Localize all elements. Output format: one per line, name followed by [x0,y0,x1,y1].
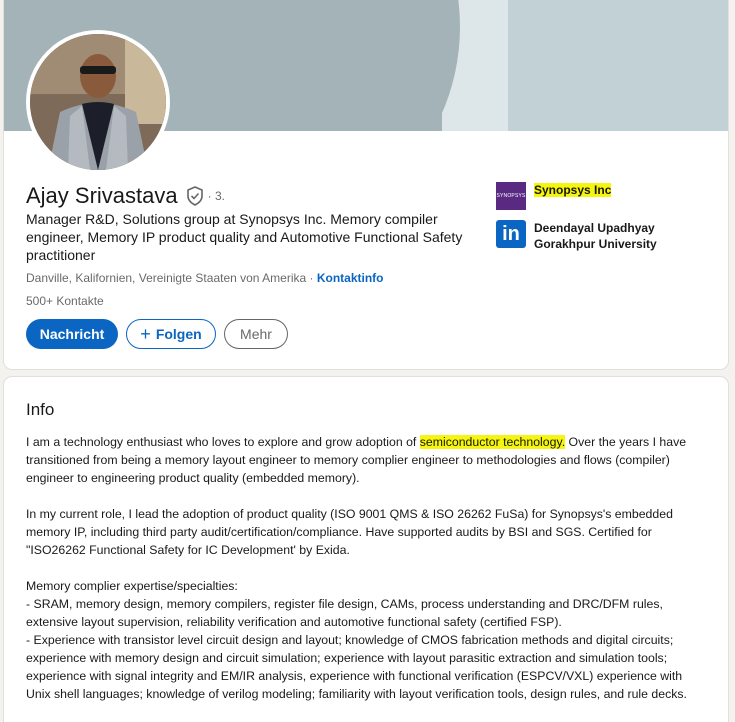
message-button[interactable]: Nachricht [26,319,118,349]
plus-icon: + [140,324,151,344]
contact-info-link[interactable]: Kontaktinfo [316,271,384,285]
profile-card [4,0,728,369]
location-row: Danville, Kalifornien, Vereinigte Staaten von Amerika · Kontaktinfo [26,271,384,285]
info-body [26,433,716,721]
connection-degree: · 3. [207,189,225,203]
highlighted-text: semiconductor technology. [419,435,566,449]
location-text: Danville, Kalifornien, Vereinigte Staaten von Amerika [26,271,307,285]
org-university[interactable] [496,220,674,252]
info-paragraph-1: I am a technology enthusiast who loves to explore and grow adoption of semiconductor technology. Over the years I have transitioned from being a memory layout engineer to memory complier engineer to methodologies and flows (compiler) engineer to engineering product quality (embedded memory). [26,435,687,485]
profile-name: Ajay Srivastava [26,183,178,208]
profile-headline: Manager R&D, Solutions group at Synopsys Inc. Memory compiler engineer, Memory IP product quality and Automotive Functional Safety practitioner [26,211,463,263]
organizations-list [496,182,674,262]
org-name-synopsys: Synopsys Inc [534,183,612,197]
info-paragraph-2: In my current role, I lead the adoption of product quality (ISO 9001 QMS & ISO 26262 FuSa) for Synopsys's embedded memory IP, including third party audit/certification/compliance. Have supported audits by BSI and SGS. Certified for "ISO26262 Functional Safety for IC Development' by Exida. [26,507,673,557]
connections-count: 500+ Kontakte [26,294,104,308]
follow-button[interactable]: + Folgen [126,319,216,349]
info-paragraph-3: Memory complier expertise/specialties: - SRAM, memory design, memory compilers, register file design, CAMs, process understanding and DRC/DFM rules, extensive layout supervision, reliability verification and automotive functional safety (certified FSP). - Experience with transistor level circuit design and layout; knowledge of CMOS fabrication methods and digital circuits; experience with memory design and circuit simulation; experience with layout parasitic extraction and simulation tools; experience with signal integrity and EM/IR analysis, experience with functional verification (ESPCV/VXL) experience with Unix shell languages; knowledge of verilog modeling; familiarity with layout verification tools, design rules, and rule decks. [26,579,687,701]
linkedin-logo-icon: in [496,220,526,248]
org-synopsys[interactable] [496,182,674,210]
more-button[interactable]: Mehr [224,319,288,349]
synopsys-logo-icon: SYNOPSYS [496,182,526,210]
profile-avatar[interactable] [26,30,170,174]
verified-shield-icon[interactable] [186,186,204,206]
info-card [4,377,728,722]
info-heading: Info [26,400,55,419]
org-name-university: Deendayal Upadhyay Gorakhpur University [534,221,657,251]
